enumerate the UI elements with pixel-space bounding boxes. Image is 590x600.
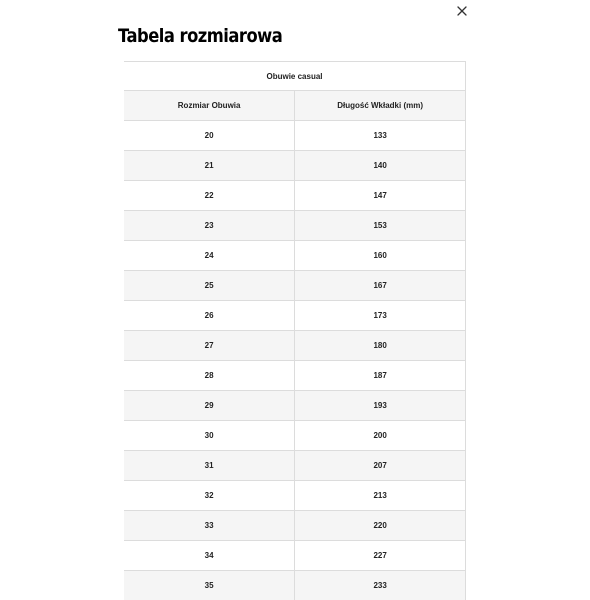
size-table: [124, 61, 466, 600]
cell-insole-length: 227: [295, 541, 466, 571]
cell-insole-length: 200: [295, 421, 466, 451]
cell-shoe-size: 23: [124, 211, 295, 241]
cell-insole-length: 207: [295, 451, 466, 481]
table-row: [124, 271, 466, 301]
cell-insole-length: 133: [295, 121, 466, 151]
table-row: [124, 121, 466, 151]
table-row: [124, 331, 466, 361]
cell-shoe-size: 35: [124, 571, 295, 600]
category-row: [124, 62, 466, 91]
table-category-header: Obuwie casual: [124, 62, 466, 91]
cell-shoe-size: 30: [124, 421, 295, 451]
cell-shoe-size: 27: [124, 331, 295, 361]
cell-insole-length: 220: [295, 511, 466, 541]
column-header-row: [124, 91, 466, 121]
cell-shoe-size: 22: [124, 181, 295, 211]
cell-insole-length: 153: [295, 211, 466, 241]
cell-shoe-size: 32: [124, 481, 295, 511]
cell-shoe-size: 20: [124, 121, 295, 151]
cell-shoe-size: 25: [124, 271, 295, 301]
size-table-body: [124, 121, 466, 600]
table-row: [124, 211, 466, 241]
table-row: [124, 451, 466, 481]
cell-insole-length: 147: [295, 181, 466, 211]
cell-insole-length: 140: [295, 151, 466, 181]
cell-shoe-size: 29: [124, 391, 295, 421]
cell-insole-length: 173: [295, 301, 466, 331]
table-row: [124, 571, 466, 600]
cell-insole-length: 167: [295, 271, 466, 301]
cell-insole-length: 193: [295, 391, 466, 421]
table-row: [124, 151, 466, 181]
close-button[interactable]: [454, 3, 470, 19]
cell-shoe-size: 34: [124, 541, 295, 571]
size-table-container: [124, 61, 466, 581]
cell-insole-length: 187: [295, 361, 466, 391]
table-row: [124, 241, 466, 271]
cell-insole-length: 160: [295, 241, 466, 271]
table-row: [124, 511, 466, 541]
cell-shoe-size: 33: [124, 511, 295, 541]
table-row: [124, 301, 466, 331]
cell-shoe-size: 31: [124, 451, 295, 481]
cell-shoe-size: 26: [124, 301, 295, 331]
cell-insole-length: 213: [295, 481, 466, 511]
close-icon[interactable]: [457, 6, 467, 16]
cell-insole-length: 180: [295, 331, 466, 361]
table-row: [124, 391, 466, 421]
table-row: [124, 541, 466, 571]
cell-insole-length: 233: [295, 571, 466, 600]
table-row: [124, 361, 466, 391]
cell-shoe-size: 21: [124, 151, 295, 181]
modal-title: Tabela rozmiarowa: [118, 24, 282, 48]
cell-shoe-size: 28: [124, 361, 295, 391]
column-header-insole-length: Długość Wkładki (mm): [295, 91, 466, 121]
table-row: [124, 181, 466, 211]
column-header-size: Rozmiar Obuwia: [124, 91, 295, 121]
cell-shoe-size: 24: [124, 241, 295, 271]
table-row: [124, 481, 466, 511]
table-row: [124, 421, 466, 451]
